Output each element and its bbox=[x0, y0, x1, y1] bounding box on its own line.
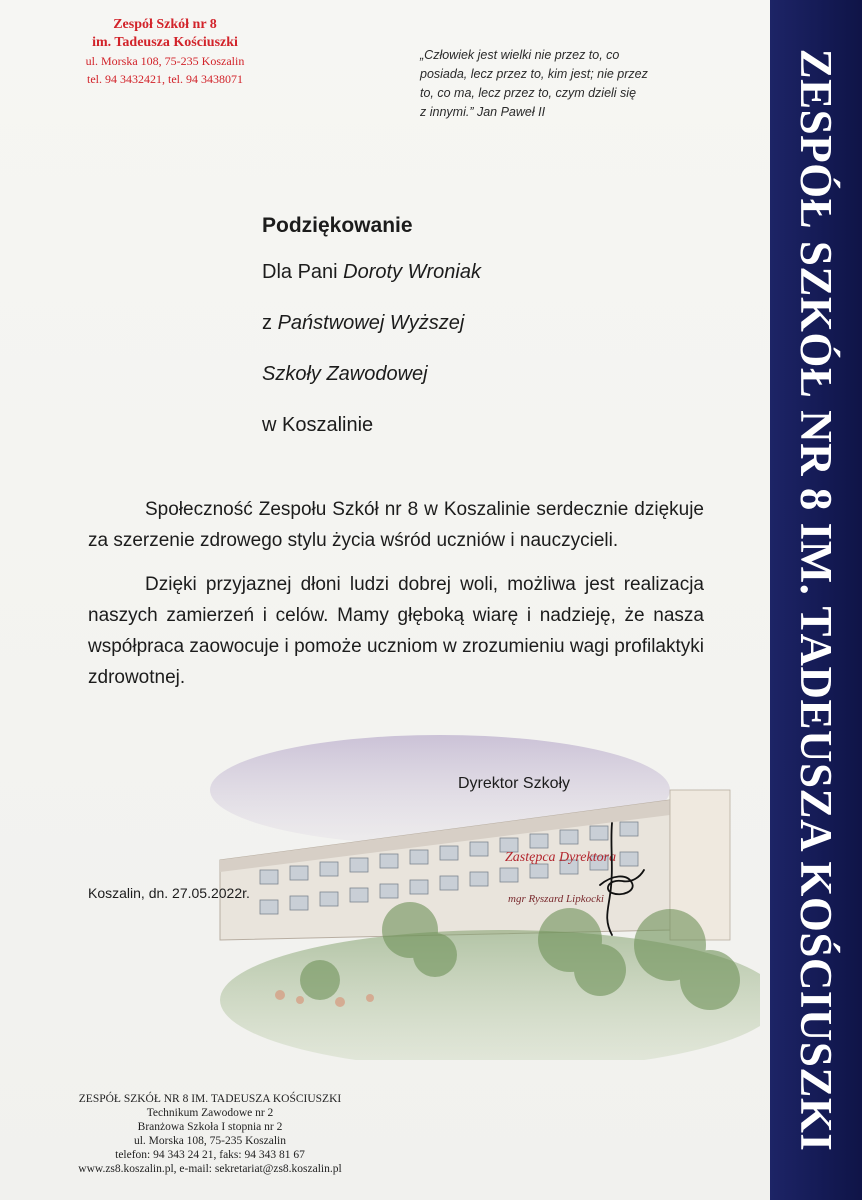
quote-line: z innymi.” Jan Paweł II bbox=[420, 105, 546, 119]
footer-line: Branżowa Szkoła I stopnia nr 2 bbox=[137, 1121, 283, 1133]
letter-title: Podziękowanie bbox=[262, 214, 413, 237]
institution-line-2 bbox=[262, 361, 481, 387]
footer-line: ul. Morska 108, 75-235 Koszalin bbox=[133, 1135, 287, 1147]
institution-name-part2: Szkoły Zawodowej bbox=[262, 363, 428, 385]
signatory-title: Dyrektor Szkoły bbox=[458, 775, 571, 792]
handwritten-signature bbox=[582, 815, 652, 945]
footer-line: Technikum Zawodowe nr 2 bbox=[146, 1107, 274, 1119]
quote-line: „Człowiek jest wielki nie przez to, co bbox=[420, 48, 620, 62]
stamp-role: Zastępca Dyrektora bbox=[505, 850, 617, 865]
motto-quote bbox=[420, 46, 740, 122]
letter-footer bbox=[40, 1092, 380, 1176]
recipient-prefix: Dla Pani bbox=[262, 261, 344, 283]
institution-line-1 bbox=[262, 310, 481, 336]
body-paragraph: Społeczność Zespołu Szkół nr 8 w Koszalinie serdecznie dziękuje za szerzenie zdrowego stylu życia wśród uczniów i nauczycieli. bbox=[88, 499, 704, 551]
recipient-name: Doroty Wroniak bbox=[343, 261, 481, 283]
letterhead bbox=[60, 16, 270, 88]
school-address: ul. Morska 108, 75-235 Koszalin bbox=[85, 54, 245, 68]
body-paragraph: Dzięki przyjaznej dłoni ludzi dobrej woli, możliwa jest realizacja naszych zamierzeń i celów. Mamy głęboką wiarę i nadzieję, że nasza współpraca zaowocuje i pomoże uczniom w zrozumieniu wagi profilaktyki zdrowotnej. bbox=[88, 574, 704, 688]
school-name-sidebar bbox=[770, 0, 862, 1200]
institution-city: w Koszalinie bbox=[262, 414, 374, 436]
footer-line: ZESPÓŁ SZKÓŁ NR 8 IM. TADEUSZA KOŚCIUSZKI bbox=[78, 1093, 342, 1105]
institution-prefix: z bbox=[262, 312, 278, 334]
recipient-line bbox=[262, 259, 481, 285]
letter-body bbox=[88, 494, 704, 706]
school-name: Zespół Szkół nr 8 bbox=[113, 17, 217, 32]
place-and-date: Koszalin, dn. 27.05.2022r. bbox=[88, 885, 250, 901]
school-phones: tel. 94 3432421, tel. 94 3438071 bbox=[87, 72, 243, 86]
institution-name-part1: Państwowej Wyższej bbox=[277, 312, 465, 334]
footer-line: www.zs8.koszalin.pl, e-mail: sekretariat@zs8.koszalin.pl bbox=[78, 1163, 342, 1175]
quote-line: to, co ma, lecz przez to, czym dzieli się bbox=[420, 86, 637, 100]
footer-line: telefon: 94 343 24 21, faks: 94 343 81 67 bbox=[115, 1149, 305, 1161]
addressee-block bbox=[262, 214, 481, 463]
school-patron: im. Tadeusza Kościuszki bbox=[92, 35, 238, 50]
quote-line: posiada, lecz przez to, kim jest; nie przez bbox=[420, 67, 648, 81]
stamp-name: mgr Ryszard Lipkocki bbox=[508, 893, 604, 905]
sidebar-school-name: ZESPÓŁ SZKÓŁ NR 8 IM. TADEUSZA KOŚCIUSZKI bbox=[791, 48, 841, 1152]
